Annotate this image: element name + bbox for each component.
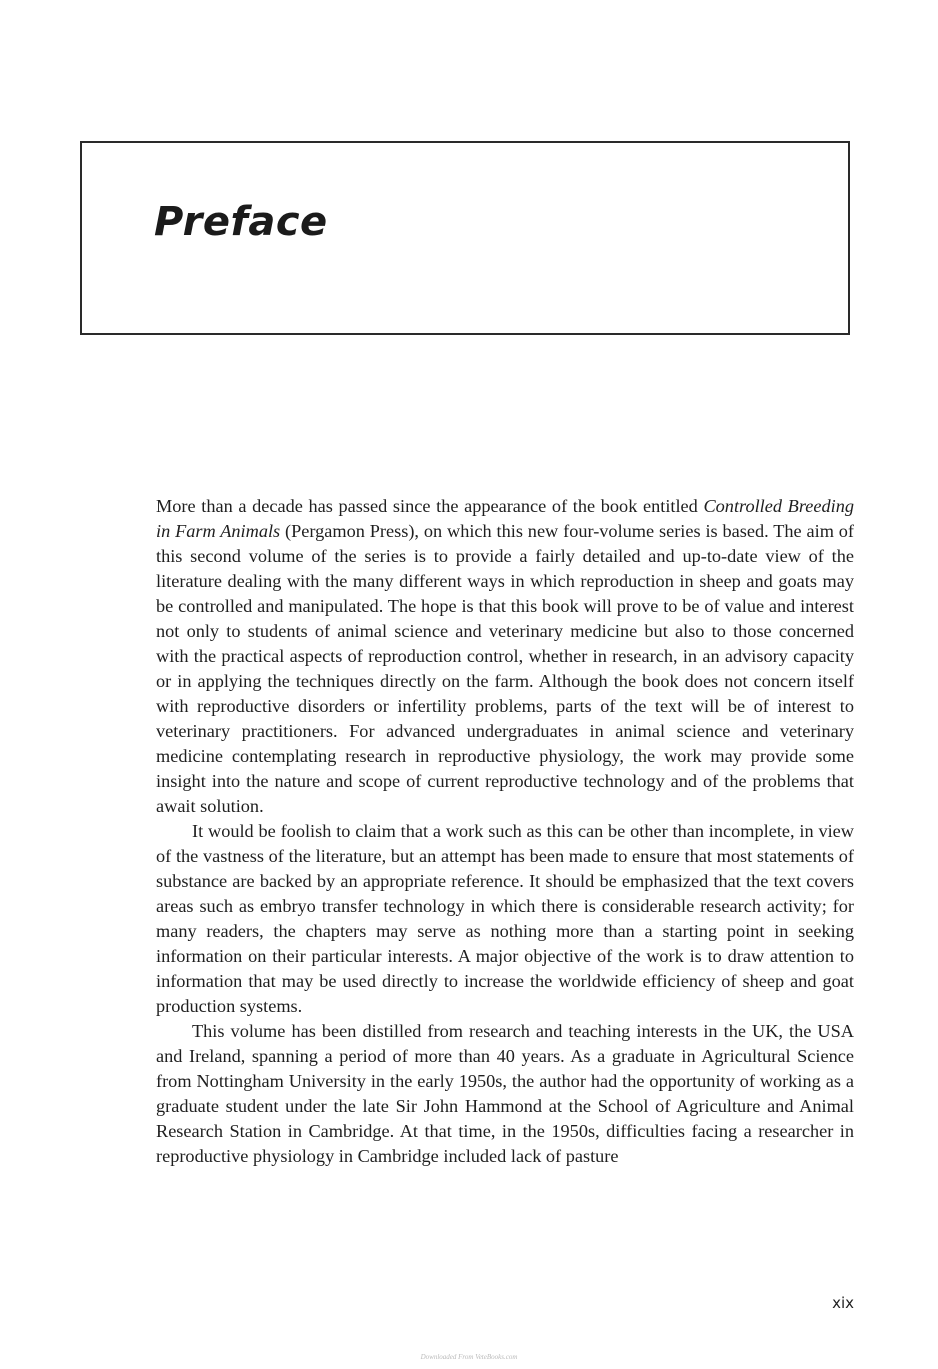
page-number: xix: [832, 1294, 854, 1312]
paragraph-1-start: More than a decade has passed since the appearance of the book entitled: [156, 496, 704, 516]
book-title: Controlled Breeding in Farm Animals: [156, 496, 854, 541]
paragraph-2: It would be foolish to claim that a work such as this can be other than incomplete, in view of the vastness of the literature, but an attempt has been made to ensure that most statements of substance are backed by an appropriate reference. It should be emphasized that the text covers areas such as embryo transfer technology in which there is considerable research activity; for many readers, the chapters may serve as nothing more than a starting point in seeking information on their particular interests. A major objective of the work is to draw attention to information that may be used directly to increase the worldwide efficiency of sheep and goat production systems.: [156, 821, 854, 1016]
paragraph-1-rest: (Pergamon Press), on which this new four-volume series is based. The aim of this second volume of the series is to provide a fairly detailed and up-to-date view of the literature dealing with the many different ways in which reproduction in sheep and goats may be controlled and manipulated. The hope is that this book will prove to be of value and interest not only to students of animal science and veterinary medicine but also to those concerned with the practical aspects of reproduction control, whether in research, in an advisory capacity or in applying the techniques directly on the farm. Although the book does not concern itself with reproductive disorders or infertility problems, parts of the text will be of interest to veterinary practitioners. For advanced undergraduates in animal science and veterinary medicine contemplating research in reproductive physiology, the work may provide some insight into the nature and scope of current reproductive technology and of the problems that await solution.: [156, 521, 855, 816]
page-title: Preface: [154, 199, 328, 245]
watermark: Downloaded From VeteBooks.com: [420, 1353, 518, 1361]
paragraph-1: [156, 494, 854, 819]
chapter-header-box: [80, 141, 850, 335]
paragraph-3: This volume has been distilled from research and teaching interests in the UK, the USA and Ireland, spanning a period of more than 40 years. As a graduate in Agricultural Science from Nottingham University in the early 1950s, the author had the opportunity of working as a graduate student under the late Sir John Hammond at the School of Agriculture and Animal Research Station in Cambridge. At that time, in the 1950s, difficulties facing a researcher in reproductive physiology in Cambridge included lack of pasture: [156, 1021, 854, 1166]
preface-body: [156, 494, 854, 1169]
